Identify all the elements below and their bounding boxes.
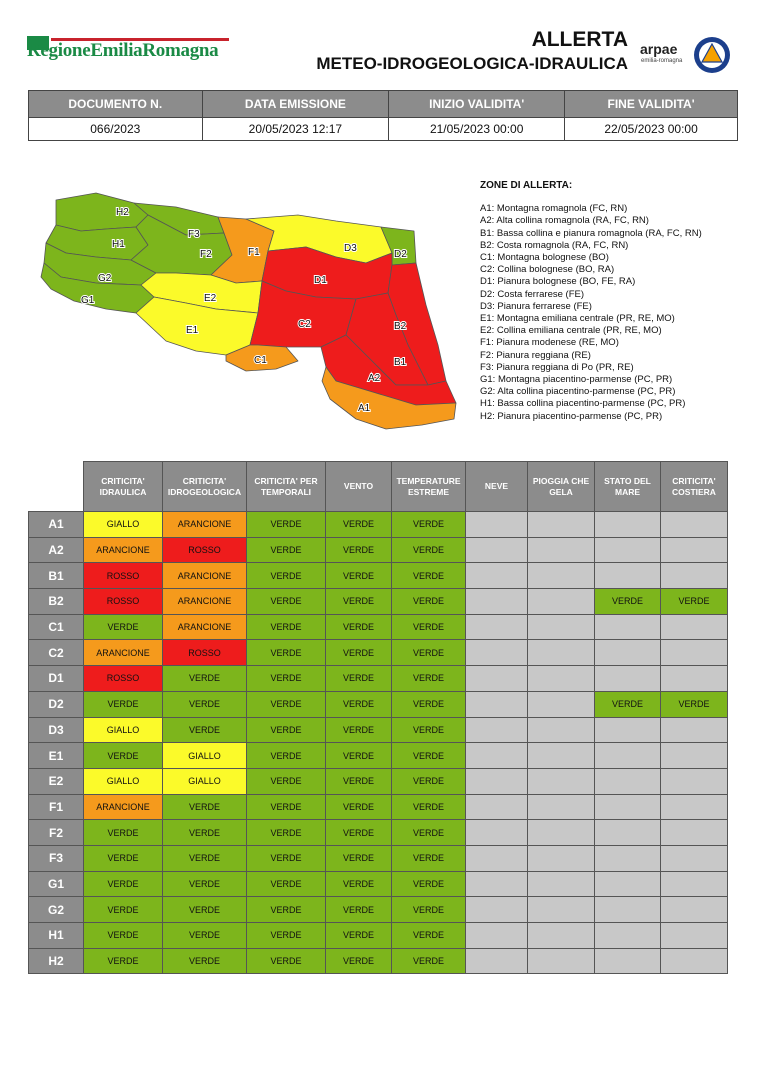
map-label: E2 (204, 293, 217, 304)
alert-level-cell: VERDE (247, 640, 326, 666)
alert-level-cell: VERDE (326, 871, 392, 897)
alert-level-cell: VERDE (84, 948, 163, 974)
table-row (29, 897, 728, 923)
alert-level-cell (528, 768, 595, 794)
alert-level-cell: VERDE (163, 820, 247, 846)
alert-level-cell: VERDE (595, 589, 661, 615)
alert-level-cell: VERDE (326, 717, 392, 743)
zone-legend-item: E1: Montagna emiliana centrale (PR, RE, MO) (480, 313, 675, 325)
alert-level-cell: ARANCIONE (84, 537, 163, 563)
map-label: G1 (81, 295, 95, 306)
zone-code-cell: C2 (29, 640, 84, 666)
alert-level-cell: VERDE (392, 589, 466, 615)
zone-legend-item: D2: Costa ferrarese (FE) (480, 288, 584, 300)
validity-end: 22/05/2023 00:00 (565, 118, 738, 141)
zone-code-cell: G2 (29, 897, 84, 923)
alert-level-cell (466, 717, 528, 743)
alert-level-cell: VERDE (392, 871, 466, 897)
alert-level-cell: ROSSO (84, 666, 163, 692)
alert-level-cell: VERDE (84, 871, 163, 897)
corner-cell (29, 462, 84, 512)
alert-level-cell (661, 717, 728, 743)
alert-level-cell (661, 845, 728, 871)
table-row (29, 512, 728, 538)
alert-level-cell (595, 820, 661, 846)
zone-legend-item: F3: Pianura reggiana di Po (PR, RE) (480, 361, 634, 373)
map-label: F1 (248, 247, 260, 258)
col-header-costiera: CRITICITA' COSTIERA (661, 462, 728, 512)
alert-level-cell (661, 897, 728, 923)
zone-legend-item: C1: Montagna bolognese (BO) (480, 252, 609, 264)
alert-level-cell: VERDE (326, 666, 392, 692)
alert-level-cell (466, 948, 528, 974)
col-header-pioggia-gela: PIOGGIA CHE GELA (528, 462, 595, 512)
alert-level-cell: VERDE (163, 845, 247, 871)
zone-code-cell: D1 (29, 666, 84, 692)
map-label: A1 (358, 403, 371, 414)
alert-level-cell: VERDE (247, 948, 326, 974)
alert-level-cell (595, 794, 661, 820)
alert-level-cell: VERDE (392, 717, 466, 743)
map-label: B1 (394, 357, 407, 368)
table-row (29, 820, 728, 846)
alert-level-cell: VERDE (392, 794, 466, 820)
col-header-temporali: CRITICITA' PER TEMPORALI (247, 462, 326, 512)
alert-level-cell: VERDE (326, 743, 392, 769)
alert-level-cell (595, 666, 661, 692)
alert-level-cell: ROSSO (163, 640, 247, 666)
alert-level-cell: VERDE (326, 794, 392, 820)
alert-level-cell: VERDE (392, 537, 466, 563)
alert-level-cell: VERDE (247, 614, 326, 640)
col-header-neve: NEVE (466, 462, 528, 512)
alert-level-cell (528, 743, 595, 769)
document-info-table (28, 90, 738, 141)
alert-level-cell (528, 589, 595, 615)
alert-table (28, 461, 728, 974)
alert-level-cell: VERDE (326, 512, 392, 538)
page-title: ALLERTA (531, 28, 628, 51)
alert-level-cell: VERDE (247, 820, 326, 846)
table-row (29, 537, 728, 563)
alert-level-cell (528, 512, 595, 538)
map-zone-h2 (56, 193, 148, 231)
alert-level-cell (528, 794, 595, 820)
alert-level-cell (595, 871, 661, 897)
table-row (29, 871, 728, 897)
alert-level-cell (661, 537, 728, 563)
zone-code-cell: B2 (29, 589, 84, 615)
map-label: H1 (112, 239, 125, 250)
alert-level-cell: VERDE (392, 820, 466, 846)
alert-level-cell (466, 845, 528, 871)
protezione-civile-logo-icon (693, 36, 731, 74)
alert-level-cell (595, 897, 661, 923)
table-row (29, 923, 728, 949)
alert-level-cell (595, 614, 661, 640)
alert-level-cell: VERDE (661, 691, 728, 717)
alert-level-cell (595, 845, 661, 871)
zone-code-cell: C1 (29, 614, 84, 640)
alert-level-cell (595, 948, 661, 974)
table-row (29, 948, 728, 974)
alert-level-cell (528, 871, 595, 897)
alert-level-cell: VERDE (84, 897, 163, 923)
alert-level-cell (466, 768, 528, 794)
table-row (29, 563, 728, 589)
zone-legend-item: A2: Alta collina romagnola (RA, FC, RN) (480, 215, 649, 227)
alert-level-cell: VERDE (326, 640, 392, 666)
doc-col-header: DATA EMISSIONE (202, 91, 389, 118)
alert-level-cell (661, 563, 728, 589)
map-label: G2 (98, 273, 112, 284)
alert-level-cell (466, 871, 528, 897)
alert-level-cell: VERDE (163, 691, 247, 717)
regione-logo (27, 36, 231, 62)
alert-level-cell (661, 923, 728, 949)
table-row (29, 666, 728, 692)
table-row (29, 717, 728, 743)
validity-start: 21/05/2023 00:00 (389, 118, 565, 141)
zone-legend-item: A1: Montagna romagnola (FC, RN) (480, 203, 628, 215)
alert-level-cell: VERDE (661, 589, 728, 615)
table-row (29, 794, 728, 820)
alert-level-cell (661, 640, 728, 666)
alert-level-cell (466, 743, 528, 769)
alert-level-cell: VERDE (392, 512, 466, 538)
arpae-sub: emilia-romagna (641, 58, 683, 64)
alert-level-cell (528, 897, 595, 923)
alert-level-cell (528, 691, 595, 717)
table-row (29, 768, 728, 794)
alert-level-cell: ROSSO (163, 537, 247, 563)
zone-legend-item: D3: Pianura ferrarese (FE) (480, 300, 592, 312)
alert-level-cell (661, 794, 728, 820)
table-row (29, 589, 728, 615)
alert-level-cell: VERDE (247, 923, 326, 949)
alert-level-cell: VERDE (163, 794, 247, 820)
alert-level-cell: VERDE (392, 614, 466, 640)
alert-level-cell: VERDE (595, 691, 661, 717)
alert-level-cell: VERDE (247, 691, 326, 717)
doc-col-header: FINE VALIDITA' (565, 91, 738, 118)
alert-level-cell (466, 794, 528, 820)
alert-level-cell: VERDE (326, 897, 392, 923)
zone-code-cell: F3 (29, 845, 84, 871)
alert-level-cell (661, 871, 728, 897)
alert-level-cell (595, 537, 661, 563)
col-header-idraulica: CRITICITA' IDRAULICA (84, 462, 163, 512)
alert-level-cell: ARANCIONE (163, 563, 247, 589)
table-row (29, 614, 728, 640)
alert-level-cell: ARANCIONE (163, 512, 247, 538)
alert-level-cell: VERDE (247, 589, 326, 615)
alert-level-cell: VERDE (163, 666, 247, 692)
alert-level-cell: GIALLO (84, 512, 163, 538)
alert-level-cell: VERDE (392, 897, 466, 923)
alert-level-cell: GIALLO (163, 768, 247, 794)
alert-level-cell: VERDE (326, 589, 392, 615)
alert-level-cell: VERDE (326, 948, 392, 974)
alert-level-cell (466, 691, 528, 717)
alert-level-cell (528, 923, 595, 949)
alert-level-cell (528, 820, 595, 846)
zone-code-cell: D3 (29, 717, 84, 743)
alert-level-cell: VERDE (392, 640, 466, 666)
alert-level-cell (466, 820, 528, 846)
alert-level-cell (466, 923, 528, 949)
alert-level-cell (661, 614, 728, 640)
document-number: 066/2023 (29, 118, 203, 141)
alert-level-cell (661, 666, 728, 692)
map-label: C2 (298, 319, 311, 330)
zone-legend-item: H1: Bassa collina piacentino-parmense (PC, PR) (480, 398, 686, 410)
alert-level-cell: VERDE (247, 512, 326, 538)
zone-code-cell: H2 (29, 948, 84, 974)
alert-level-cell: VERDE (392, 923, 466, 949)
table-row (29, 691, 728, 717)
alert-level-cell: VERDE (163, 897, 247, 923)
alert-level-cell (661, 768, 728, 794)
alert-level-cell: VERDE (247, 845, 326, 871)
doc-col-header: DOCUMENTO N. (29, 91, 203, 118)
alert-level-cell: ARANCIONE (84, 640, 163, 666)
alert-level-cell: ROSSO (84, 589, 163, 615)
zone-legend-item: C2: Collina bolognese (BO, RA) (480, 264, 615, 276)
logo-text: RegioneEmiliaRomagna (27, 40, 219, 61)
alert-level-cell: VERDE (392, 768, 466, 794)
alert-level-cell: GIALLO (84, 768, 163, 794)
zone-code-cell: A2 (29, 537, 84, 563)
alert-level-cell: VERDE (392, 691, 466, 717)
zone-code-cell: E2 (29, 768, 84, 794)
col-header-idrogeologica: CRITICITA' IDROGEOLOGICA (163, 462, 247, 512)
alert-level-cell: VERDE (247, 717, 326, 743)
page-subtitle: METEO-IDROGEOLOGICA-IDRAULICA (316, 54, 628, 73)
alert-level-cell: VERDE (84, 743, 163, 769)
alert-level-cell: ARANCIONE (163, 589, 247, 615)
alert-level-cell (595, 923, 661, 949)
zone-legend-item: D1: Pianura bolognese (BO, FE, RA) (480, 276, 636, 288)
alert-level-cell (466, 563, 528, 589)
alert-level-cell (528, 640, 595, 666)
col-header-vento: VENTO (326, 462, 392, 512)
alert-level-cell: VERDE (326, 614, 392, 640)
alert-level-cell: VERDE (163, 871, 247, 897)
alert-level-cell: VERDE (247, 871, 326, 897)
alert-level-cell: VERDE (247, 768, 326, 794)
alert-level-cell: ARANCIONE (84, 794, 163, 820)
alert-level-cell: VERDE (326, 768, 392, 794)
zone-legend-item: G1: Montagna piacentino-parmense (PC, PR) (480, 374, 673, 386)
zone-code-cell: B1 (29, 563, 84, 589)
zone-code-cell: E1 (29, 743, 84, 769)
alert-level-cell (466, 640, 528, 666)
zones-legend-title: ZONE DI ALLERTA: (480, 180, 573, 191)
alert-level-cell (466, 589, 528, 615)
col-header-temperature: TEMPERATURE ESTREME (392, 462, 466, 512)
zone-code-cell: F1 (29, 794, 84, 820)
alert-level-cell: VERDE (84, 691, 163, 717)
alert-level-cell (661, 948, 728, 974)
map-label: D3 (344, 243, 357, 254)
alert-level-cell (595, 768, 661, 794)
map-label: C1 (254, 355, 267, 366)
col-header-stato-mare: STATO DEL MARE (595, 462, 661, 512)
alert-level-cell: VERDE (392, 563, 466, 589)
alert-level-cell (528, 845, 595, 871)
map-label: H2 (116, 207, 129, 218)
alert-level-cell (466, 666, 528, 692)
alert-level-cell: ARANCIONE (163, 614, 247, 640)
map-label: F2 (200, 249, 212, 260)
alert-level-cell: VERDE (163, 923, 247, 949)
table-row (29, 845, 728, 871)
alert-level-cell (661, 820, 728, 846)
alert-level-cell (528, 537, 595, 563)
alert-level-cell: ROSSO (84, 563, 163, 589)
alert-level-cell (528, 717, 595, 743)
alert-level-cell: VERDE (247, 794, 326, 820)
zone-code-cell: A1 (29, 512, 84, 538)
alert-level-cell: VERDE (84, 614, 163, 640)
zones-legend (480, 180, 702, 423)
alert-level-cell (595, 717, 661, 743)
doc-col-header: INIZIO VALIDITA' (389, 91, 565, 118)
table-row (29, 743, 728, 769)
zone-code-cell: F2 (29, 820, 84, 846)
map-label: D2 (394, 249, 407, 260)
map-label: F3 (188, 229, 200, 240)
alert-level-cell: VERDE (247, 666, 326, 692)
alert-level-cell (661, 743, 728, 769)
alert-level-cell (466, 512, 528, 538)
alert-level-cell: VERDE (326, 845, 392, 871)
alert-level-cell: VERDE (163, 948, 247, 974)
map-label: A2 (368, 373, 381, 384)
zone-legend-item: H2: Pianura piacentino-parmense (PC, PR) (480, 410, 663, 422)
alert-level-cell: GIALLO (163, 743, 247, 769)
alert-level-cell: VERDE (326, 537, 392, 563)
alert-level-cell: VERDE (326, 923, 392, 949)
alert-level-cell: VERDE (326, 820, 392, 846)
alert-level-cell (466, 537, 528, 563)
alert-level-cell: VERDE (84, 923, 163, 949)
region-alert-map (36, 185, 468, 435)
alert-level-cell: VERDE (326, 563, 392, 589)
alert-level-cell: VERDE (326, 691, 392, 717)
zone-legend-item: B2: Costa romagnola (RA, FC, RN) (480, 239, 629, 251)
alert-level-cell: VERDE (392, 948, 466, 974)
alert-level-cell (595, 743, 661, 769)
alert-level-cell (595, 563, 661, 589)
table-row (29, 640, 728, 666)
alert-level-cell: VERDE (392, 666, 466, 692)
alert-level-cell (466, 614, 528, 640)
alert-level-cell (466, 897, 528, 923)
zone-legend-item: F2: Pianura reggiana (RE) (480, 349, 591, 361)
alert-level-cell: VERDE (247, 743, 326, 769)
zone-legend-item: E2: Collina emiliana centrale (PR, RE, MO) (480, 325, 662, 337)
map-label: E1 (186, 325, 199, 336)
alert-level-cell (528, 666, 595, 692)
alert-level-cell: VERDE (247, 897, 326, 923)
alert-level-cell (528, 948, 595, 974)
alert-level-cell (661, 512, 728, 538)
alert-level-cell (595, 640, 661, 666)
zone-code-cell: D2 (29, 691, 84, 717)
issue-date: 20/05/2023 12:17 (202, 118, 389, 141)
alert-level-cell: VERDE (247, 537, 326, 563)
zone-code-cell: G1 (29, 871, 84, 897)
map-label: D1 (314, 275, 327, 286)
map-label: B2 (394, 321, 407, 332)
arpae-logo: arpae (640, 41, 678, 57)
alert-level-cell: VERDE (163, 717, 247, 743)
alert-level-cell: VERDE (392, 743, 466, 769)
alert-level-cell (595, 512, 661, 538)
alert-level-cell (528, 563, 595, 589)
zone-code-cell: H1 (29, 923, 84, 949)
zone-legend-item: G2: Alta collina piacentino-parmense (PC, PR) (480, 386, 676, 398)
alert-level-cell: VERDE (84, 845, 163, 871)
zone-legend-item: F1: Pianura modenese (RE, MO) (480, 337, 619, 349)
zone-legend-item: B1: Bassa collina e pianura romagnola (RA, FC, RN) (480, 227, 702, 239)
alert-level-cell: VERDE (392, 845, 466, 871)
alert-level-cell: VERDE (84, 820, 163, 846)
alert-level-cell: VERDE (247, 563, 326, 589)
alert-level-cell (528, 614, 595, 640)
alert-level-cell: GIALLO (84, 717, 163, 743)
